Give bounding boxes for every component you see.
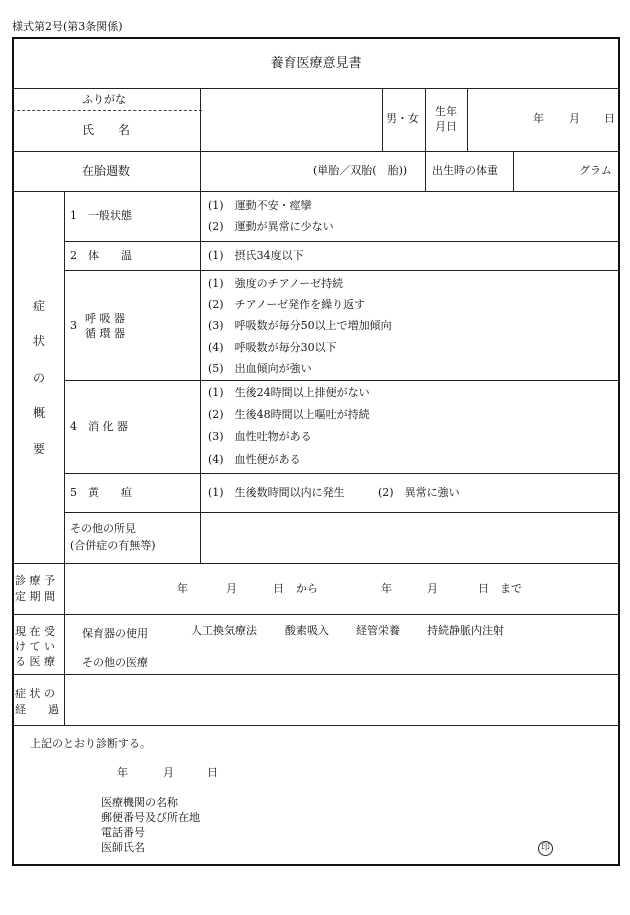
sex-label: 男・女	[386, 112, 419, 125]
gestation-label: 在胎週数	[82, 164, 131, 178]
rule-furigana-dash	[12, 110, 202, 111]
period-until: まで	[500, 582, 522, 595]
respiratory-label-1: 呼 吸 器	[85, 312, 125, 325]
symptoms-section-label-2: 状	[33, 334, 46, 348]
respiratory-number: 3	[70, 319, 77, 332]
name-label: 氏 名	[82, 123, 131, 137]
rule-title-bottom	[12, 88, 620, 89]
rule-col-section	[64, 191, 65, 725]
form-title: 養育医療意見書	[270, 56, 362, 71]
rule-col-sex-right	[425, 88, 426, 191]
birth-day: 日	[604, 112, 615, 125]
respiratory-item-5: (5) 出血傾向が強い	[208, 362, 312, 375]
diagnosis-statement: 上記のとおり診断する。	[30, 737, 151, 750]
rule-temperature-bottom	[64, 270, 620, 271]
period-from: から	[296, 582, 318, 595]
symptoms-section-label-1: 症	[33, 299, 46, 313]
doctor-label: 医師氏名	[101, 841, 145, 854]
form-number: 様式第2号(第3条関係)	[12, 20, 123, 33]
period-from-year: 年	[177, 582, 188, 595]
footer-year: 年	[117, 766, 128, 779]
rule-col-birth-right	[467, 88, 468, 151]
treatment-option-iv: 持続静脈内注射	[427, 624, 504, 637]
rule-col-weight-right	[513, 151, 514, 191]
rule-jaundice-bottom	[64, 512, 620, 513]
weight-label: 出生時の体重	[432, 164, 498, 177]
digestive-item-4: (4) 血性便がある	[208, 453, 301, 466]
rule-col-label	[200, 88, 201, 563]
respiratory-label-2: 循 環 器	[85, 327, 125, 340]
period-label-1: 診 療 予	[15, 574, 55, 587]
phone-label: 電話番号	[101, 826, 145, 839]
rule-general-bottom	[64, 241, 620, 242]
rule-progress-bottom	[12, 725, 620, 726]
jaundice-label: 5 黄 疸	[70, 486, 132, 499]
general-item-1: (1) 運動不安・痙攣	[208, 199, 312, 212]
address-label: 郵便番号及び所在地	[101, 811, 200, 824]
weight-unit: グラム	[579, 164, 612, 177]
period-from-day: 日	[273, 582, 284, 595]
temperature-item-1: (1) 摂氏34度以下	[208, 249, 304, 262]
symptoms-section-label-3: の	[33, 371, 46, 385]
footer-month: 月	[163, 766, 174, 779]
respiratory-item-1: (1) 強度のチアノーゼ持続	[208, 277, 344, 290]
period-until-year: 年	[381, 582, 392, 595]
digestive-item-1: (1) 生後24時間以上排便がない	[208, 386, 370, 399]
progress-label-2: 経 過	[15, 703, 59, 716]
treatment-option-ventilation: 人工換気療法	[191, 624, 257, 637]
respiratory-item-3: (3) 呼吸数が毎分50以上で増加傾向	[208, 319, 392, 332]
rule-period-bottom	[12, 614, 620, 615]
incubator-label: 保育器の使用	[82, 627, 148, 640]
treatment-option-oxygen: 酸素吸入	[285, 624, 329, 637]
birth-month: 月	[569, 112, 580, 125]
rule-treatment-bottom	[12, 674, 620, 675]
footer-day: 日	[207, 766, 218, 779]
other-treatment-label: その他の医療	[82, 656, 148, 669]
birth-label-1: 生年	[435, 105, 457, 118]
furigana-label: ふりがな	[82, 93, 126, 106]
rule-birthinfo-bottom	[12, 191, 620, 192]
general-item-2: (2) 運動が異常に少ない	[208, 220, 334, 233]
treatment-option-tube-feeding: 経管栄養	[356, 624, 400, 637]
treatment-label-1: 現 在 受	[15, 625, 55, 638]
treatment-label-2: け て い	[15, 640, 55, 653]
rule-identity-bottom	[12, 151, 620, 152]
rule-digestive-bottom	[64, 473, 620, 474]
rule-col-sex-left	[382, 88, 383, 151]
rule-symptoms-bottom	[12, 563, 620, 564]
digestive-label: 4 消 化 器	[70, 420, 128, 433]
jaundice-item-1: (1) 生後数時間以内に発生	[208, 486, 345, 499]
seal-mark: 印	[538, 841, 553, 856]
other-findings-label-2: (合併症の有無等)	[70, 539, 156, 552]
progress-label-1: 症 状 の	[15, 687, 55, 700]
period-label-2: 定 期 間	[15, 590, 55, 603]
respiratory-item-2: (2) チアノーゼ発作を繰り返す	[208, 298, 366, 311]
treatment-label-3: る 医 療	[15, 655, 55, 668]
digestive-item-3: (3) 血性吐物がある	[208, 430, 312, 443]
temperature-label: 2 体 温	[70, 249, 132, 262]
pregnancy-label: (単胎／双胎( 胎))	[313, 164, 408, 177]
institution-label: 医療機関の名称	[101, 796, 178, 809]
period-until-day: 日	[478, 582, 489, 595]
respiratory-item-4: (4) 呼吸数が毎分30以下	[208, 341, 337, 354]
birth-year: 年	[533, 112, 544, 125]
rule-respiratory-bottom	[64, 380, 620, 381]
period-from-month: 月	[226, 582, 237, 595]
jaundice-item-2: (2) 異常に強い	[378, 486, 460, 499]
other-findings-label-1: その他の所見	[70, 522, 136, 535]
digestive-item-2: (2) 生後48時間以上嘔吐が持続	[208, 408, 370, 421]
symptoms-section-label-4: 概	[33, 406, 46, 420]
general-label: 1 一般状態	[70, 209, 132, 222]
symptoms-section-label-5: 要	[33, 442, 46, 456]
birth-label-2: 月日	[435, 120, 457, 133]
period-until-month: 月	[427, 582, 438, 595]
